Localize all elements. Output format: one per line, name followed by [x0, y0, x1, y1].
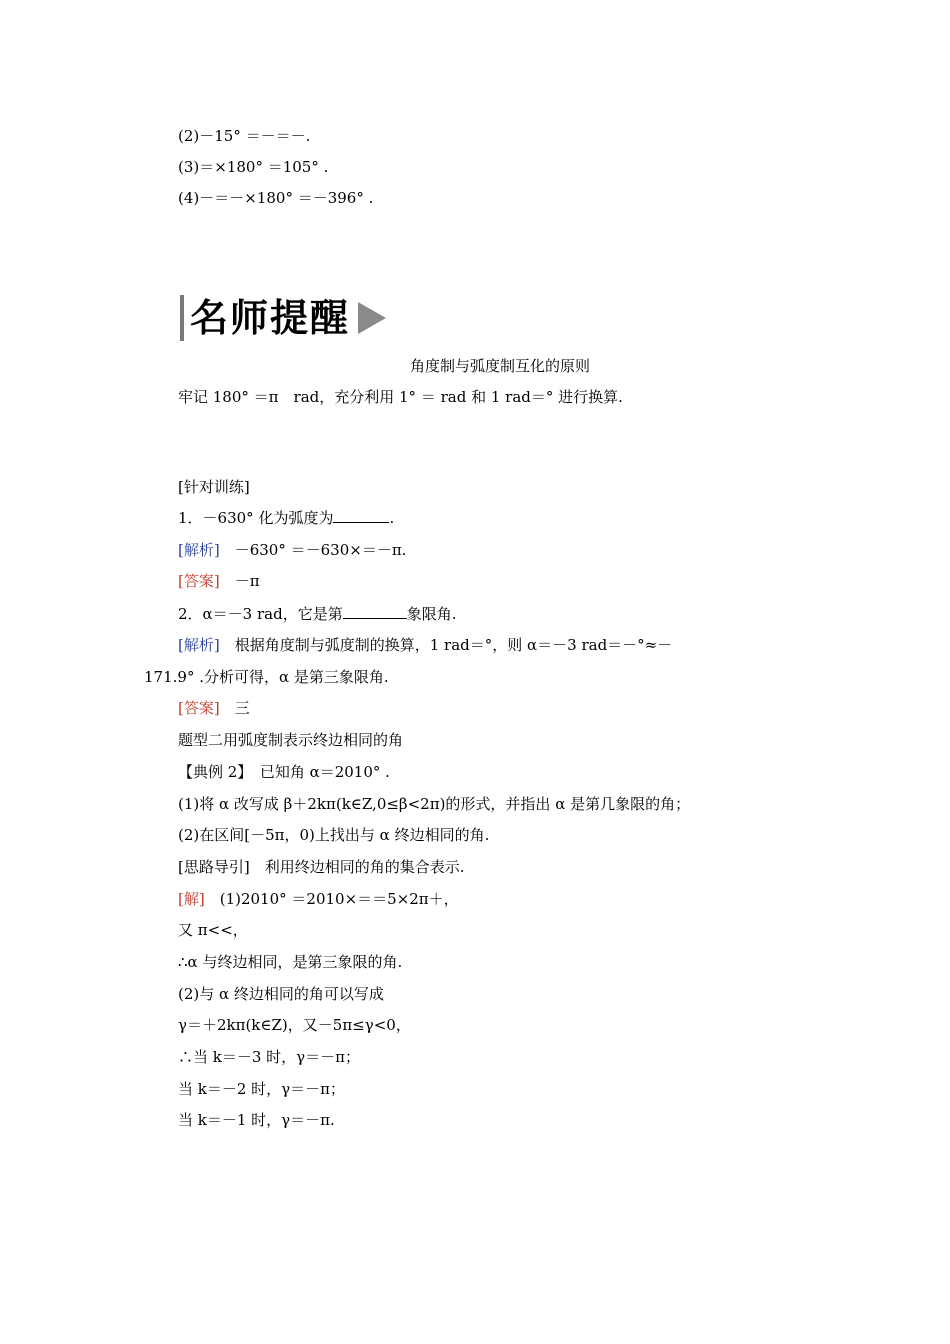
example-part-2: (2)在区间[－5π，0)上找出与 α 终边相同的角.	[178, 826, 490, 844]
example-part-1: (1)将 α 改写成 β＋2kπ(k∈Z,0≤β<2π)的形式，并指出 α 是第几象限的角；	[178, 795, 691, 813]
hint-tag: [思路导引]	[178, 858, 250, 876]
hint-text: 利用终边相同的角的集合表示.	[249, 858, 465, 876]
analysis-tag: [解析]	[178, 541, 220, 559]
example-tag: 【典例 2】	[178, 763, 245, 781]
top-line-3: (4)－＝－×180° ＝－396° .	[178, 189, 374, 207]
answer-blank	[333, 508, 389, 523]
example-stem: 已知角 α＝2010° .	[244, 763, 390, 781]
answer-tag: [答案]	[178, 572, 220, 590]
question-2-answer	[178, 698, 250, 718]
question-2-analysis	[178, 635, 672, 655]
solution-line-5: γ＝＋2kπ(k∈Z)，又－5π≤γ<0，	[178, 1016, 411, 1034]
analysis-text: －630° ＝－630×＝－π.	[219, 541, 407, 559]
question-2-suffix: 象限角.	[406, 605, 457, 623]
question-2-analysis-cont: 171.9° .分析可得，α 是第三象限角.	[144, 668, 389, 686]
question-1	[178, 508, 394, 528]
solution-tag: [解]	[178, 890, 205, 908]
solution-line-4: (2)与 α 终边相同的角可以写成	[178, 985, 384, 1003]
answer-text: －π	[219, 572, 260, 590]
answer-tag: [答案]	[178, 699, 220, 717]
tip-heading-block	[180, 294, 386, 342]
example-2	[178, 762, 390, 782]
question-1-suffix: .	[389, 509, 395, 527]
question-2-prefix: 2．α＝－3 rad，它是第	[178, 605, 343, 623]
question-2	[178, 604, 456, 624]
answer-blank	[343, 604, 407, 619]
top-line-1: (2)－15° ＝－＝－.	[178, 127, 311, 145]
tip-heading: 名师提醒	[190, 296, 351, 340]
solution-line-6: ∴当 k＝－3 时，γ＝－π；	[178, 1048, 360, 1066]
analysis-tag: [解析]	[178, 636, 220, 654]
solution-line-8: 当 k＝－1 时，γ＝－π.	[178, 1111, 335, 1129]
hint-line	[178, 857, 465, 877]
heading-bar	[180, 295, 184, 341]
answer-text: 三	[219, 699, 250, 717]
training-header: [针对训练]	[178, 478, 250, 496]
solution-line-7: 当 k＝－2 时，γ＝－π；	[178, 1080, 345, 1098]
solution-line-2: 又 π<<，	[178, 921, 248, 939]
type2-title: 题型二用弧度制表示终边相同的角	[178, 731, 404, 749]
solution-line-1	[178, 889, 459, 909]
analysis-text: 根据角度制与弧度制的换算，1 rad＝°，则 α＝－3 rad＝－°≈－	[219, 636, 673, 654]
question-1-prefix: 1．－630° 化为弧度为	[178, 509, 334, 527]
top-line-2: (3)＝×180° ＝105° .	[178, 158, 329, 176]
tip-subtitle: 角度制与弧度制互化的原则	[409, 357, 590, 375]
tip-body: 牢记 180° ＝π rad，充分利用 1° ＝ rad 和 1 rad＝° 进行换算.	[178, 388, 623, 406]
question-1-analysis	[178, 540, 406, 560]
question-1-answer	[178, 571, 260, 591]
solution-text: (1)2010° ＝2010×＝＝5×2π＋，	[204, 890, 459, 908]
play-arrow-icon	[358, 302, 386, 334]
solution-line-3: ∴α 与终边相同，是第三象限的角.	[178, 953, 403, 971]
